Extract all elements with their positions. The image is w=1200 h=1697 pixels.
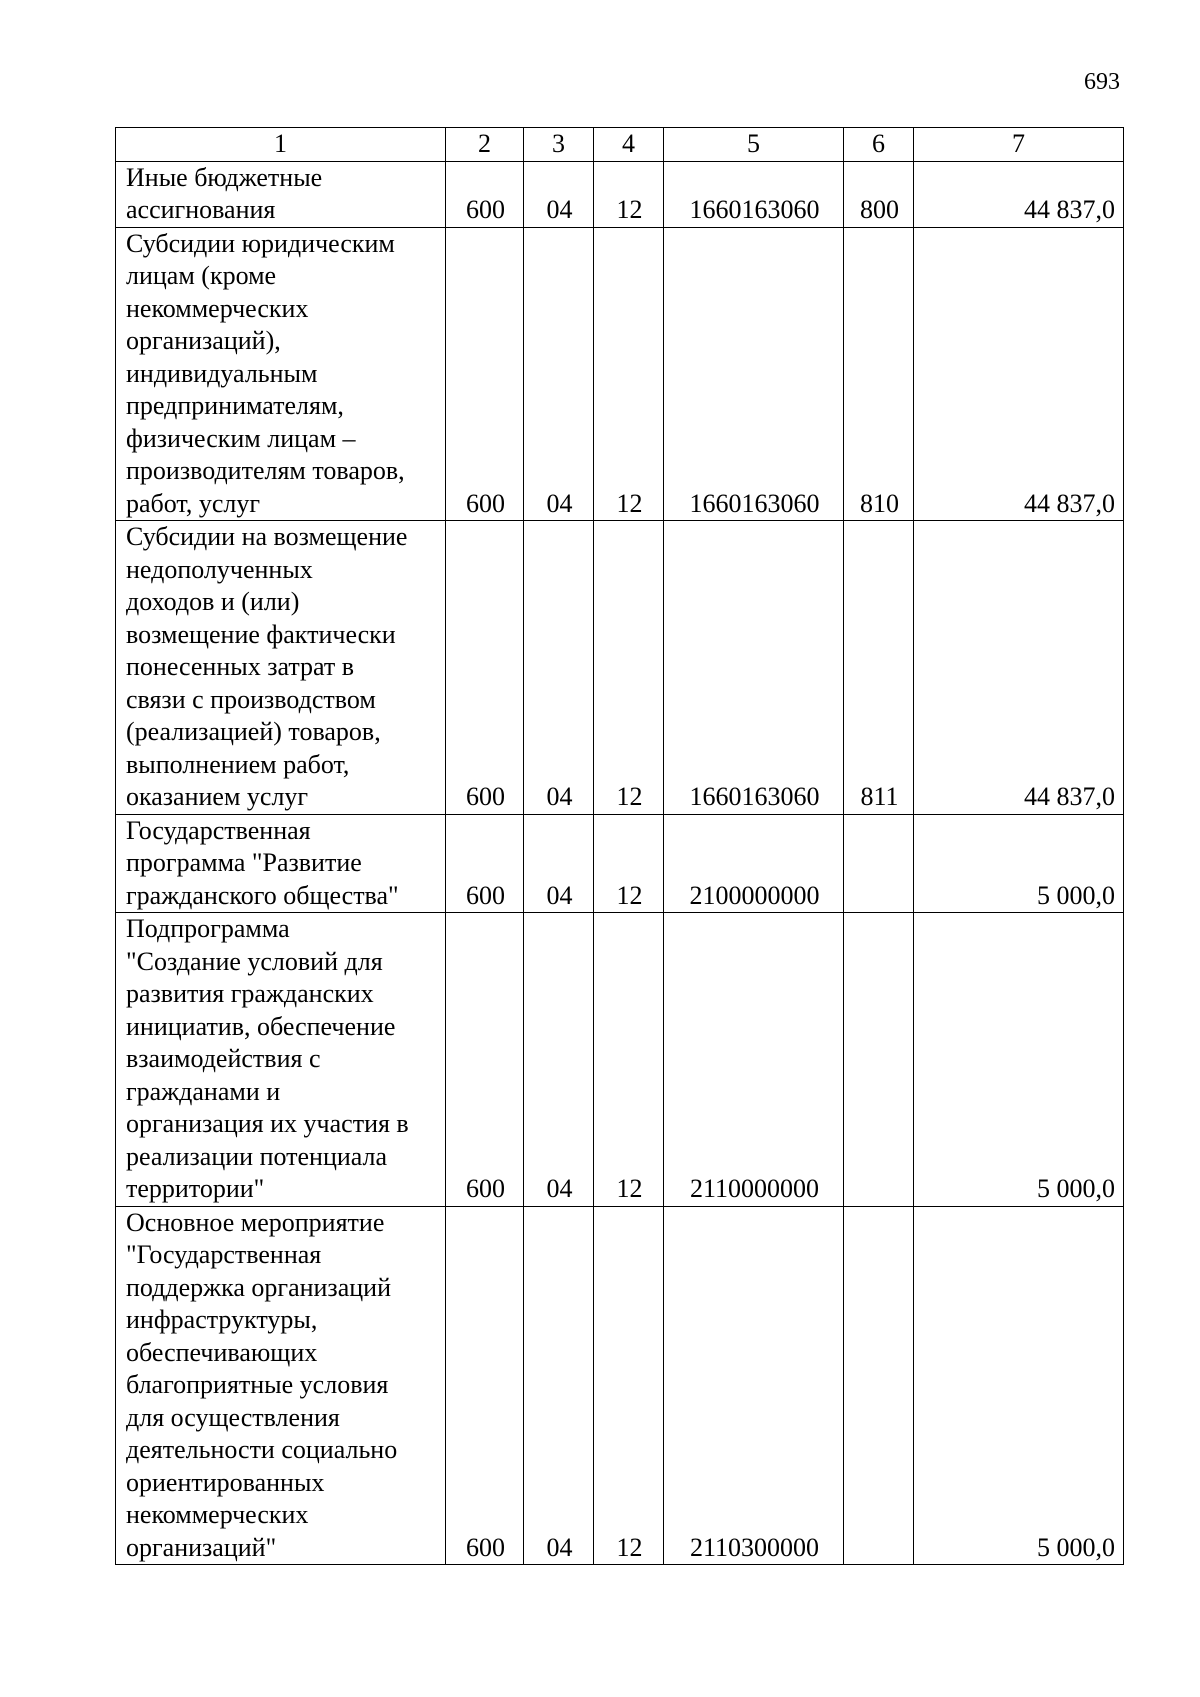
row-name: Субсидии юридическим лицам (кроме некоммерческих организаций), индивидуальным предпринимателям, физическим лицам – производителям товаров, работ, услуг bbox=[126, 228, 405, 518]
subsection-code: 12 bbox=[594, 814, 664, 913]
header-cell: 2 bbox=[446, 128, 524, 162]
page-number: 693 bbox=[1084, 69, 1120, 95]
expense-type-code: 810 bbox=[844, 227, 914, 521]
table-row bbox=[116, 814, 1124, 913]
header-cell: 1 bbox=[116, 128, 446, 162]
ministry-code: 600 bbox=[446, 161, 524, 227]
ministry-code: 600 bbox=[446, 913, 524, 1207]
header-cell: 7 bbox=[914, 128, 1124, 162]
section-code: 04 bbox=[524, 1206, 594, 1565]
table-row bbox=[116, 913, 1124, 1207]
header-row bbox=[116, 128, 1124, 162]
expense-type-code: 800 bbox=[844, 161, 914, 227]
amount: 44 837,0 bbox=[914, 161, 1124, 227]
subsection-code: 12 bbox=[594, 1206, 664, 1565]
row-name: Субсидии на возмещение недополученных доходов и (или) возмещение фактически понесенных затрат в связи с производством (реализацией) товаров, выполнением работ, оказанием услуг bbox=[126, 522, 408, 811]
ministry-code: 600 bbox=[446, 814, 524, 913]
expense-type-code bbox=[844, 1206, 914, 1565]
target-article-code: 2110300000 bbox=[664, 1206, 844, 1565]
amount: 44 837,0 bbox=[914, 227, 1124, 521]
expense-type-code bbox=[844, 913, 914, 1207]
table-row bbox=[116, 1206, 1124, 1565]
row-name-cell bbox=[116, 814, 446, 913]
section-code: 04 bbox=[524, 161, 594, 227]
ministry-code: 600 bbox=[446, 1206, 524, 1565]
target-article-code: 2100000000 bbox=[664, 814, 844, 913]
row-name: Иные бюджетные ассигнования bbox=[126, 162, 323, 224]
row-name-cell bbox=[116, 521, 446, 815]
target-article-code: 1660163060 bbox=[664, 521, 844, 815]
header-cell: 5 bbox=[664, 128, 844, 162]
table-row bbox=[116, 227, 1124, 521]
table-row bbox=[116, 521, 1124, 815]
section-code: 04 bbox=[524, 913, 594, 1207]
section-code: 04 bbox=[524, 814, 594, 913]
row-name-cell bbox=[116, 227, 446, 521]
row-name: Подпрограмма "Создание условий для развития гражданских инициатив, обеспечение взаимодействия с гражданами и организация их участия в реализации потенциала территории" bbox=[126, 914, 409, 1203]
target-article-code: 1660163060 bbox=[664, 161, 844, 227]
section-code: 04 bbox=[524, 227, 594, 521]
amount: 5 000,0 bbox=[914, 913, 1124, 1207]
expense-type-code: 811 bbox=[844, 521, 914, 815]
header-cell: 4 bbox=[594, 128, 664, 162]
ministry-code: 600 bbox=[446, 227, 524, 521]
ministry-code: 600 bbox=[446, 521, 524, 815]
target-article-code: 1660163060 bbox=[664, 227, 844, 521]
budget-table bbox=[115, 127, 1124, 1565]
target-article-code: 2110000000 bbox=[664, 913, 844, 1207]
section-code: 04 bbox=[524, 521, 594, 815]
subsection-code: 12 bbox=[594, 227, 664, 521]
amount: 5 000,0 bbox=[914, 814, 1124, 913]
row-name: Государственная программа "Развитие гражданского общества" bbox=[126, 815, 399, 910]
row-name: Основное мероприятие "Государственная поддержка организаций инфраструктуры, обеспечивающих благоприятные условия для осуществления деятельности социально ориентированных некоммерческих организаций" bbox=[126, 1207, 398, 1562]
row-name-cell bbox=[116, 913, 446, 1207]
row-name-cell bbox=[116, 161, 446, 227]
header-cell: 3 bbox=[524, 128, 594, 162]
amount: 44 837,0 bbox=[914, 521, 1124, 815]
table-row bbox=[116, 161, 1124, 227]
expense-type-code bbox=[844, 814, 914, 913]
subsection-code: 12 bbox=[594, 913, 664, 1207]
subsection-code: 12 bbox=[594, 521, 664, 815]
header-cell: 6 bbox=[844, 128, 914, 162]
row-name-cell bbox=[116, 1206, 446, 1565]
subsection-code: 12 bbox=[594, 161, 664, 227]
amount: 5 000,0 bbox=[914, 1206, 1124, 1565]
